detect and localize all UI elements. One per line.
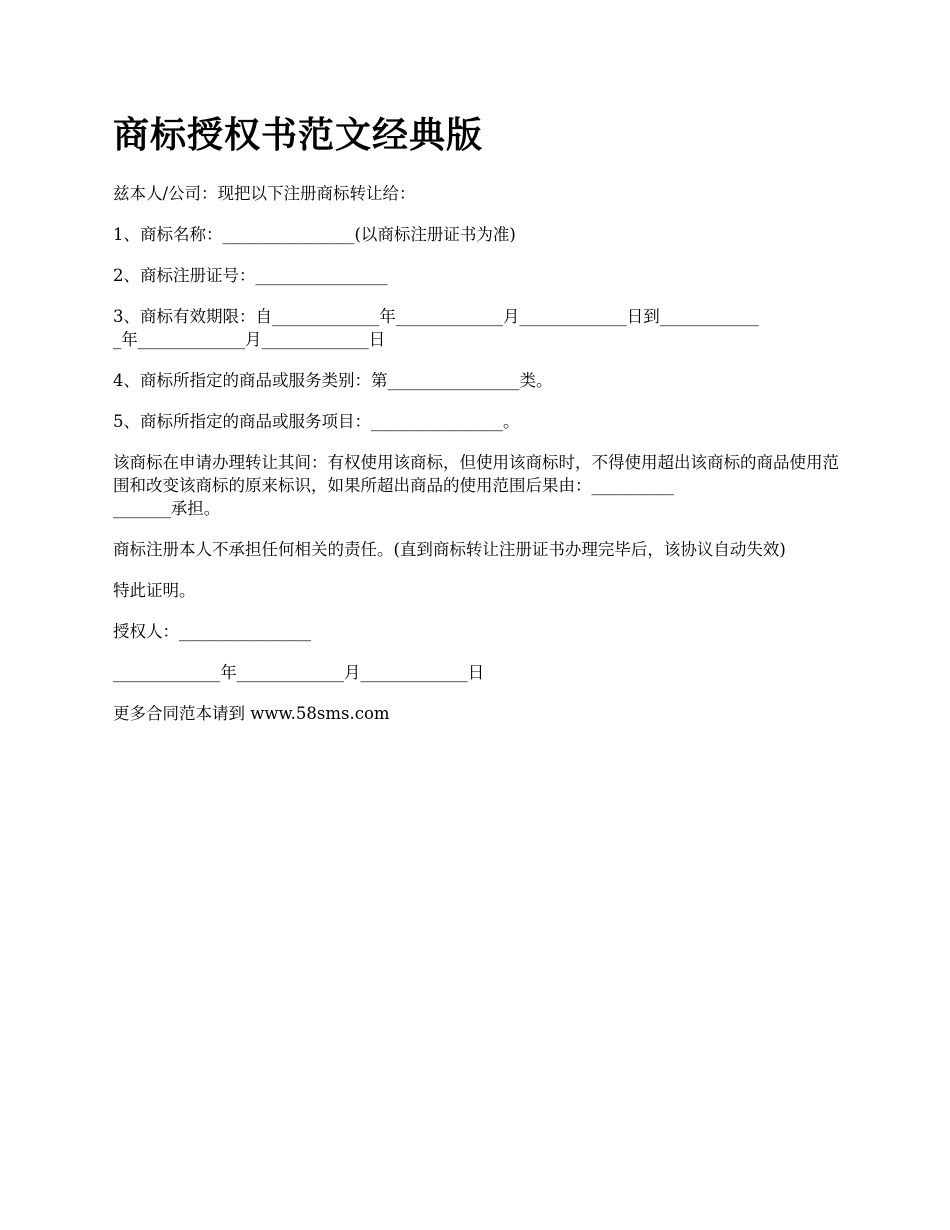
usage-terms-paragraph: 该商标在申请办理转让其间：有权使用该商标，但使用该商标时，不得使用超出该商标的商品使用范围和改变该商标的原来标识，如果所超出商品的使用范围后果由：__________ _______承担。 [113, 453, 839, 518]
certification-line: 特此证明。 [113, 581, 196, 600]
document-title: 商标授权书范文经典版 [113, 114, 484, 156]
goods-class-line: 4、商标所指定的商品或服务类别：第________________类。 [113, 371, 553, 390]
document-page [113, 112, 841, 743]
liability-paragraph: 商标注册本人不承担任何相关的责任。(直到商标转让注册证书办理完毕后，该协议自动失效) [113, 540, 786, 559]
authorizer-line: 授权人：________________ [113, 622, 311, 641]
goods-items-line: 5、商标所指定的商品或服务项目：________________。 [113, 412, 520, 431]
footer-link-line: 更多合同范本请到 www.58sms.com [113, 704, 390, 723]
date-line: _____________年_____________月_____________日 [113, 663, 485, 682]
registration-number-line: 2、商标注册证号：________________ [113, 266, 388, 285]
trademark-name-line: 1、商标名称：________________(以商标注册证书为准) [113, 225, 516, 244]
intro-paragraph: 兹本人/公司：现把以下注册商标转让给： [113, 184, 416, 203]
validity-period-line: 3、商标有效期限：自_____________年_____________月_____________日到____________ _年_____________月_____________日 [113, 307, 759, 349]
